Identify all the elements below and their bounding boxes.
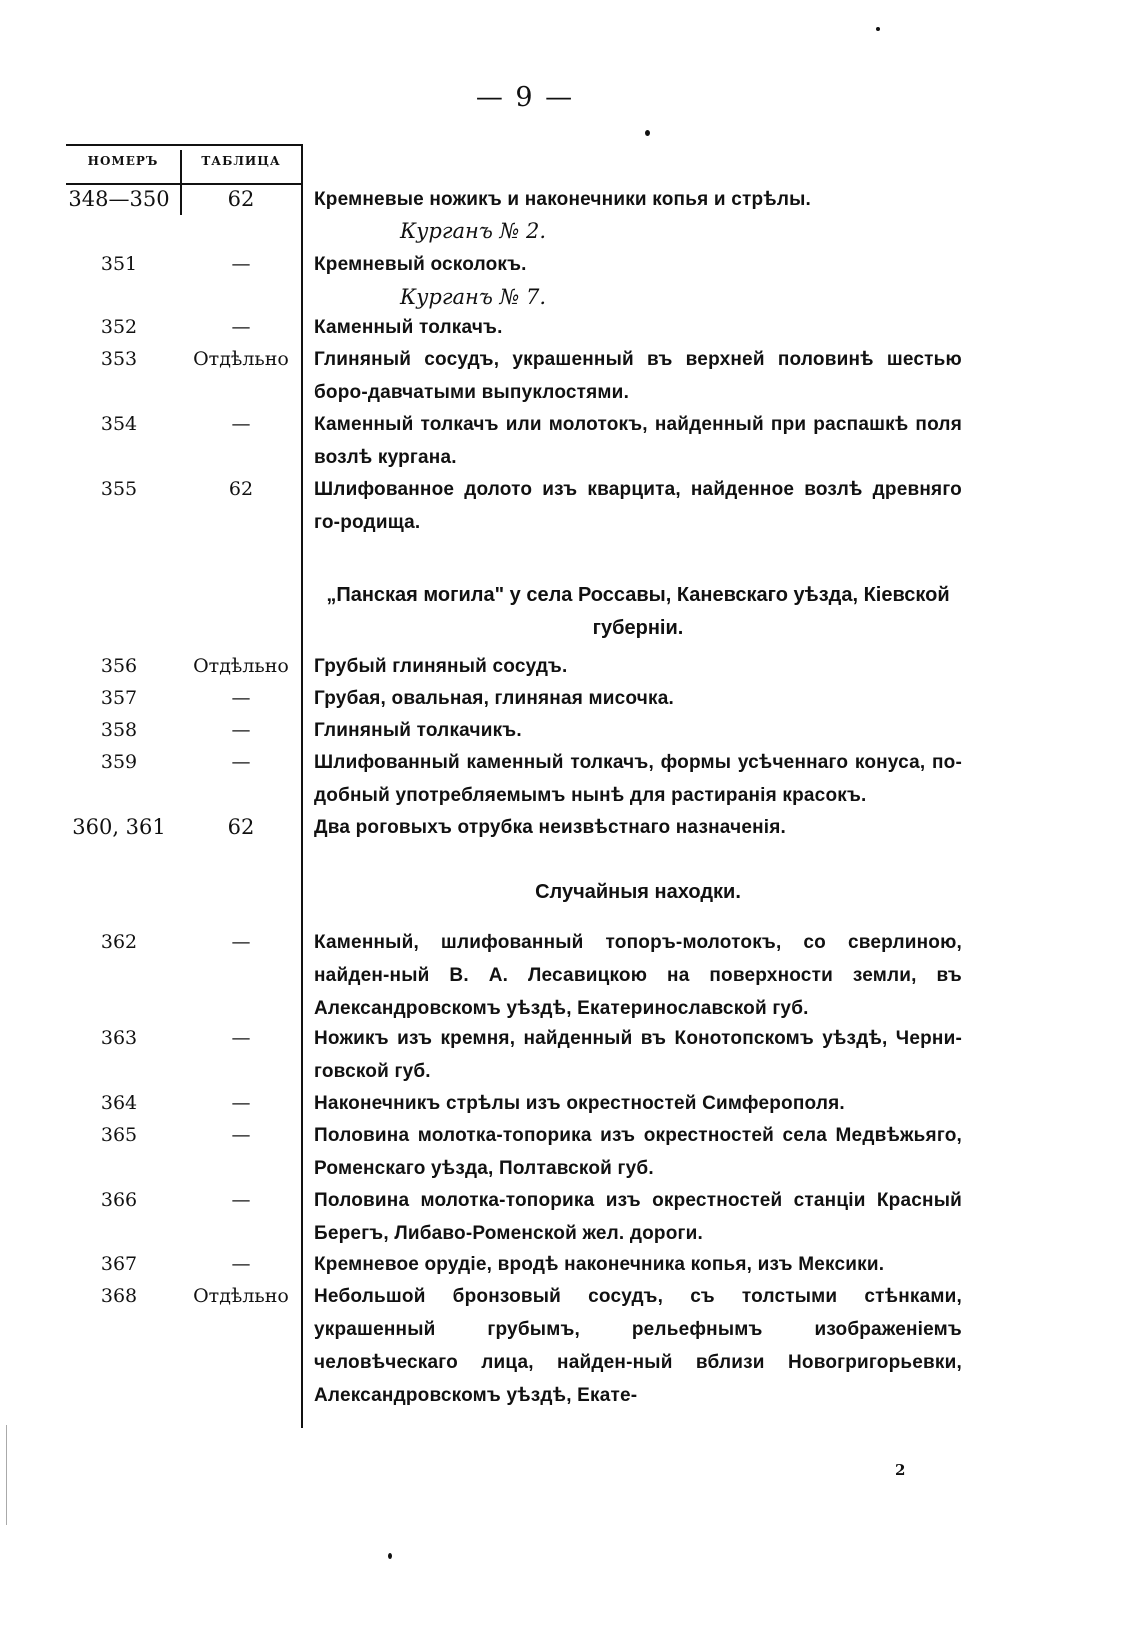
row-number: 351 bbox=[100, 253, 138, 275]
table-top-rule bbox=[66, 144, 302, 146]
row-number: 355 bbox=[100, 478, 138, 500]
row-number: 364 bbox=[100, 1092, 138, 1114]
row-table: — bbox=[231, 751, 251, 773]
row-description: Каменный, шлифованный топоръ-молотокъ, со сверлиною, найден-ный В. А. Лесавицкою на поверхности земли, въ Александровскомъ уѣздѣ, Екатеринославской губ. bbox=[314, 932, 962, 1019]
row-number: 359 bbox=[100, 751, 138, 773]
row-description: Половина молотка-топорика изъ окрестностей села Медвѣжьяго, Роменскаго уѣзда, Полтавской губ. bbox=[314, 1125, 962, 1179]
row-table: — bbox=[231, 1027, 251, 1049]
row-description: Глиняный сосудъ, украшенный въ верхней половинѣ шестью боро-давчатыми выпуклостями. bbox=[314, 349, 962, 403]
row-description: Два роговыхъ отрубка неизвѣстнаго назначенія. bbox=[314, 817, 787, 838]
row-description: Грубый глиняный сосудъ. bbox=[314, 656, 568, 677]
row-description: Глиняный толкачикъ. bbox=[314, 720, 522, 741]
row-table: 62 bbox=[227, 187, 255, 211]
row-number: 358 bbox=[100, 719, 138, 741]
row-table: Отдѣльно bbox=[193, 1285, 289, 1307]
row-table: — bbox=[231, 719, 251, 741]
row-description: Наконечникъ стрѣлы изъ окрестностей Симферополя. bbox=[314, 1093, 845, 1114]
margin-mark bbox=[6, 1425, 7, 1525]
row-table: 62 bbox=[227, 815, 255, 839]
row-table: 62 bbox=[228, 478, 254, 500]
signature-mark: 2 bbox=[895, 1461, 906, 1479]
row-description: Шлифованное долото изъ кварцита, найденное возлѣ древняго го-родища. bbox=[314, 479, 962, 533]
row-table: — bbox=[231, 931, 251, 953]
row-table: — bbox=[231, 253, 251, 275]
section-heading: „Панская могила" у села Россавы, Каневскаго уѣзда, Кіевской губерніи. bbox=[326, 584, 950, 639]
ink-speck bbox=[876, 27, 880, 31]
header-number: НОМЕРЪ bbox=[87, 154, 159, 168]
row-description: Ножикъ изъ кремня, найденный въ Конотопскомъ уѣздѣ, Черни-говской губ. bbox=[314, 1028, 962, 1082]
row-description: Шлифованный каменный толкачъ, формы усѣченнаго конуса, по-добный употребляемымъ нынѣ для растиранія красокъ. bbox=[314, 752, 962, 806]
row-table: — bbox=[231, 316, 251, 338]
section-heading: Случайныя находки. bbox=[535, 881, 741, 903]
row-table: — bbox=[231, 1124, 251, 1146]
row-table: Отдѣльно bbox=[193, 655, 289, 677]
row-table: Отдѣльно bbox=[193, 348, 289, 370]
row-description: Небольшой бронзовый сосудъ, съ толстыми стѣнками, украшенный грубымъ, рельефнымъ изображеніемъ человѣческаго лица, найден-ный вблизи Новогригорьевки, Александровскомъ уѣздѣ, Екате- bbox=[314, 1286, 962, 1406]
row-table: — bbox=[231, 687, 251, 709]
row-table: — bbox=[231, 1253, 251, 1275]
row-number: 357 bbox=[100, 687, 138, 709]
row-number: 352 bbox=[100, 316, 138, 338]
row-number: 360, 361 bbox=[72, 815, 166, 839]
description-column-divider bbox=[301, 144, 303, 1428]
row-number: 356 bbox=[100, 655, 138, 677]
row-table: — bbox=[231, 413, 251, 435]
page-number: — 9 — bbox=[475, 82, 575, 113]
row-number: 368 bbox=[100, 1285, 138, 1307]
kurgan-subheading: Курганъ № 7. bbox=[400, 285, 547, 309]
row-number: 353 bbox=[100, 348, 138, 370]
row-table: — bbox=[231, 1092, 251, 1114]
row-description: Кремневые ножикъ и наконечники копья и стрѣлы. bbox=[314, 189, 812, 210]
row-description: Каменный толкачъ. bbox=[314, 317, 503, 338]
row-description: Кремневый осколокъ. bbox=[314, 254, 527, 275]
row-table: — bbox=[231, 1189, 251, 1211]
row-description: Каменный толкачъ или молотокъ, найденный при распашкѣ поля возлѣ кургана. bbox=[314, 414, 962, 468]
header-table: ТАБЛИЦА bbox=[201, 154, 281, 168]
ink-speck bbox=[645, 130, 650, 136]
row-number: 363 bbox=[100, 1027, 138, 1049]
row-number: 365 bbox=[100, 1124, 138, 1146]
row-number: 367 bbox=[100, 1253, 138, 1275]
row-description: Грубая, овальная, глиняная мисочка. bbox=[314, 688, 674, 709]
row-description: Половина молотка-топорика изъ окрестностей станціи Красный Берегъ, Либаво-Роменской жел. дороги. bbox=[314, 1190, 962, 1244]
ink-speck bbox=[388, 1553, 392, 1559]
row-number: 362 bbox=[100, 931, 138, 953]
row-number: 366 bbox=[100, 1189, 138, 1211]
row-number: 354 bbox=[100, 413, 138, 435]
row-number: 348—350 bbox=[68, 187, 170, 211]
kurgan-subheading: Курганъ № 2. bbox=[400, 219, 547, 243]
row-description: Кремневое орудіе, вродѣ наконечника копья, изъ Мексики. bbox=[314, 1254, 885, 1275]
